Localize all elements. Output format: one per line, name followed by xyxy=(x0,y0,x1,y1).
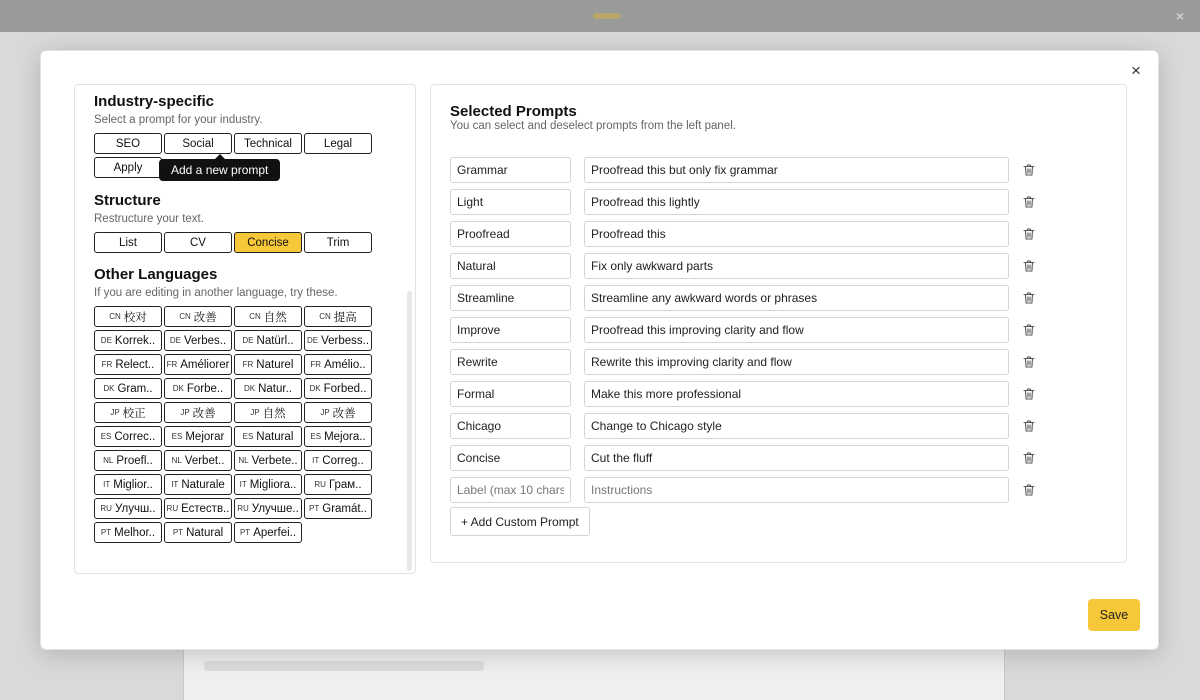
prompt-chip[interactable] xyxy=(94,426,162,447)
language-code: NL xyxy=(171,456,182,465)
prompt-chip-label: Correg.. xyxy=(322,454,364,467)
language-buttons xyxy=(94,306,394,543)
prompt-row xyxy=(450,445,1036,471)
prompt-chip-label: Aperfei.. xyxy=(253,526,297,539)
language-code: ES xyxy=(100,432,112,441)
prompt-chip-label: Mejorar xyxy=(185,430,225,443)
language-code: NL xyxy=(238,456,249,465)
language-code: DK xyxy=(103,384,115,393)
prompt-chip[interactable] xyxy=(164,474,232,495)
trash-icon[interactable] xyxy=(1022,227,1036,241)
trash-icon[interactable] xyxy=(1022,387,1036,401)
prompt-chip-label: Legal xyxy=(323,137,353,150)
language-code: FR xyxy=(310,360,322,369)
language-code: ES xyxy=(171,432,183,441)
language-code: IT xyxy=(103,480,111,489)
languages-title: Other Languages xyxy=(94,266,218,283)
prompt-chip[interactable] xyxy=(304,232,372,253)
language-code: RU xyxy=(237,504,249,513)
prompt-chip[interactable] xyxy=(304,133,372,154)
prompt-chip-label: Technical xyxy=(244,137,292,150)
add-prompt-tooltip: Add a new prompt xyxy=(159,159,280,181)
prompt-chip-label: Améliorer xyxy=(180,358,230,371)
prompt-instruction-input[interactable] xyxy=(584,445,1009,471)
prompt-label-input[interactable] xyxy=(450,253,571,279)
language-code: PT xyxy=(239,528,251,537)
prompt-rows xyxy=(450,157,1036,536)
language-code: DE xyxy=(169,336,181,345)
language-code: RU xyxy=(314,480,326,489)
prompt-chip[interactable] xyxy=(234,450,302,471)
prompt-chip-label: Forbe.. xyxy=(186,382,224,395)
prompt-chip-label: 校对 xyxy=(123,311,147,324)
prompt-chip-label: Улучш.. xyxy=(114,502,156,515)
trash-icon[interactable] xyxy=(1022,355,1036,369)
language-code: ES xyxy=(242,432,254,441)
banner-close-icon: × xyxy=(1175,8,1184,24)
trash-icon[interactable] xyxy=(1022,451,1036,465)
prompt-chip-label: Migliora.. xyxy=(249,478,297,491)
prompt-chip[interactable] xyxy=(94,474,162,495)
prompt-row xyxy=(450,189,1036,215)
prompt-chip[interactable] xyxy=(304,474,372,495)
structure-buttons xyxy=(94,232,394,253)
prompt-chip[interactable] xyxy=(94,522,162,543)
prompt-label-input[interactable] xyxy=(450,285,571,311)
prompt-chip-label: 提高 xyxy=(333,311,357,324)
trash-icon[interactable] xyxy=(1022,483,1036,497)
language-code: PT xyxy=(309,504,320,513)
selected-prompts-panel xyxy=(430,84,1127,563)
language-code: FR xyxy=(242,360,254,369)
prompt-chip-label: Forbed.. xyxy=(323,382,367,395)
prompt-instruction-input[interactable] xyxy=(584,221,1009,247)
prompt-chip[interactable] xyxy=(164,498,232,519)
prompt-chip[interactable] xyxy=(164,402,232,423)
prompts-modal xyxy=(40,50,1159,650)
prompt-chip[interactable] xyxy=(164,306,232,327)
prompt-chip[interactable] xyxy=(94,133,162,154)
prompt-chip-label: Verbess.. xyxy=(321,334,370,347)
prompt-chip[interactable] xyxy=(164,426,232,447)
save-button[interactable]: Save xyxy=(1088,599,1140,631)
prompt-chip-label: Relect.. xyxy=(115,358,155,371)
prompt-chip-label: Natural xyxy=(256,430,294,443)
prompt-chip[interactable] xyxy=(234,402,302,423)
language-code: RU xyxy=(100,504,112,513)
prompt-chip-label: 自然 xyxy=(263,311,287,324)
background-text-line xyxy=(204,661,484,671)
prompt-chip-label: Mejora.. xyxy=(324,430,366,443)
language-code: ES xyxy=(310,432,322,441)
prompt-label-input[interactable] xyxy=(450,317,571,343)
prompt-instruction-input[interactable] xyxy=(584,157,1009,183)
prompt-chip-label: 改善 xyxy=(332,407,356,420)
prompt-chip[interactable] xyxy=(304,306,372,327)
prompt-chip[interactable] xyxy=(234,306,302,327)
prompt-chip-label: Naturale xyxy=(181,478,225,491)
language-code: CN xyxy=(179,312,191,321)
prompt-chip-label: 校正 xyxy=(122,407,146,420)
language-code: CN xyxy=(249,312,261,321)
prompt-chip-label: List xyxy=(119,236,137,249)
prompt-instruction-input[interactable] xyxy=(584,317,1009,343)
promo-banner xyxy=(0,0,1200,32)
prompt-chip-label: 自然 xyxy=(262,407,286,420)
prompt-chip[interactable] xyxy=(304,498,372,519)
add-custom-prompt-button[interactable]: + Add Custom Prompt xyxy=(450,507,590,536)
language-code: FR xyxy=(101,360,113,369)
language-code: JP xyxy=(250,408,260,417)
prompt-chip-label: Correc.. xyxy=(114,430,156,443)
prompt-row xyxy=(450,157,1036,183)
prompt-chip[interactable] xyxy=(234,426,302,447)
language-code: DK xyxy=(172,384,184,393)
prompt-instruction-input[interactable] xyxy=(584,285,1009,311)
prompt-chip[interactable] xyxy=(304,330,372,351)
selected-prompts-title: Selected Prompts xyxy=(450,103,577,120)
prompt-instruction-input[interactable] xyxy=(584,413,1009,439)
industry-subtitle: Select a prompt for your industry. xyxy=(94,114,263,126)
selected-prompts-subtitle: You can select and deselect prompts from the left panel. xyxy=(450,120,736,132)
prompt-chip[interactable] xyxy=(304,426,372,447)
language-code: IT xyxy=(312,456,320,465)
prompt-chip[interactable] xyxy=(164,378,232,399)
prompt-label-input[interactable] xyxy=(450,445,571,471)
prompt-chip-label: Proefl.. xyxy=(116,454,153,467)
language-code: DE xyxy=(306,336,319,345)
prompt-chip-label: Verbete.. xyxy=(251,454,298,467)
prompt-chip[interactable] xyxy=(164,330,232,351)
language-code: PT xyxy=(172,528,184,537)
prompt-chip-label: Естеств.. xyxy=(181,502,230,515)
language-code: IT xyxy=(171,480,179,489)
prompt-row xyxy=(450,413,1036,439)
prompt-chip-label: Melhor.. xyxy=(114,526,156,539)
prompt-chip[interactable] xyxy=(234,522,302,543)
prompt-chip[interactable] xyxy=(234,474,302,495)
prompt-row xyxy=(450,285,1036,311)
prompt-label-input[interactable] xyxy=(450,413,571,439)
promo-pill xyxy=(593,13,621,19)
prompt-row xyxy=(450,317,1036,343)
language-code: JP xyxy=(180,408,190,417)
language-code: DE xyxy=(100,336,112,345)
language-code: RU xyxy=(166,504,179,513)
language-code: JP xyxy=(110,408,120,417)
prompt-row xyxy=(450,221,1036,247)
language-code: DK xyxy=(243,384,256,393)
prompt-chip-label: 改善 xyxy=(193,311,217,324)
prompt-instruction-input[interactable] xyxy=(584,381,1009,407)
language-code: IT xyxy=(239,480,247,489)
prompt-chip[interactable] xyxy=(94,498,162,519)
prompt-chip[interactable] xyxy=(304,402,372,423)
trash-icon[interactable] xyxy=(1022,195,1036,209)
prompt-chip-label: Verbet.. xyxy=(184,454,225,467)
prompt-row xyxy=(450,381,1036,407)
prompt-chip[interactable] xyxy=(234,498,302,519)
language-code: CN xyxy=(109,312,121,321)
prompt-instruction-input[interactable] xyxy=(584,349,1009,375)
prompt-chip[interactable] xyxy=(164,522,232,543)
close-icon[interactable]: × xyxy=(1131,61,1141,80)
prompt-instruction-input[interactable] xyxy=(584,477,1009,503)
prompt-chip-label: Concise xyxy=(247,236,289,249)
prompt-chip[interactable] xyxy=(94,232,162,253)
trash-icon[interactable] xyxy=(1022,163,1036,177)
structure-title: Structure xyxy=(94,192,161,209)
prompt-chip-label: Trim xyxy=(326,236,350,249)
language-code: DE xyxy=(242,336,254,345)
prompt-chip[interactable] xyxy=(304,450,372,471)
prompt-chip-label: Natural xyxy=(186,526,224,539)
prompt-chip[interactable] xyxy=(164,354,232,375)
languages-subtitle: If you are editing in another language, try these. xyxy=(94,287,338,299)
prompt-chip[interactable] xyxy=(94,157,162,178)
prompt-chip[interactable] xyxy=(164,133,232,154)
prompt-label-input[interactable] xyxy=(450,189,571,215)
prompt-chip-label: Грам.. xyxy=(328,478,362,491)
prompt-chip-label: Natürl.. xyxy=(256,334,294,347)
prompt-chip-label: Улучше.. xyxy=(251,502,299,515)
prompt-chip-label: 改善 xyxy=(192,407,216,420)
language-code: DK xyxy=(309,384,321,393)
prompt-chip[interactable] xyxy=(234,133,302,154)
prompt-instruction-input[interactable] xyxy=(584,253,1009,279)
prompt-label-input[interactable] xyxy=(450,477,571,503)
prompt-chip-label: Naturel xyxy=(256,358,294,371)
trash-icon[interactable] xyxy=(1022,323,1036,337)
structure-subtitle: Restructure your text. xyxy=(94,213,204,225)
prompt-chip-label: Amélio.. xyxy=(324,358,366,371)
prompt-chip[interactable] xyxy=(234,378,302,399)
prompt-chip[interactable] xyxy=(164,232,232,253)
prompt-chip-label: SEO xyxy=(115,137,141,150)
prompt-library-panel xyxy=(74,84,416,574)
prompt-chip[interactable] xyxy=(304,378,372,399)
prompt-chip-label: Natur.. xyxy=(258,382,292,395)
prompt-label-input[interactable] xyxy=(450,349,571,375)
language-code: NL xyxy=(103,456,114,465)
prompt-chip-label: Social xyxy=(182,137,214,150)
prompt-chip-label: Verbes.. xyxy=(183,334,227,347)
prompt-chip[interactable] xyxy=(94,306,162,327)
industry-title: Industry-specific xyxy=(94,93,215,110)
prompt-chip-label: Korrek.. xyxy=(114,334,156,347)
prompt-label-input[interactable] xyxy=(450,157,571,183)
trash-icon[interactable] xyxy=(1022,419,1036,433)
prompt-chip-label: Gram.. xyxy=(117,382,153,395)
prompt-chip-label: Gramát.. xyxy=(322,502,367,515)
prompt-chip[interactable] xyxy=(234,354,302,375)
prompt-label-input[interactable] xyxy=(450,381,571,407)
prompt-chip[interactable] xyxy=(94,402,162,423)
prompt-chip[interactable] xyxy=(234,232,302,253)
trash-icon[interactable] xyxy=(1022,259,1036,273)
language-code: JP xyxy=(320,408,330,417)
prompt-instruction-input[interactable] xyxy=(584,189,1009,215)
prompt-chip[interactable] xyxy=(94,330,162,351)
prompt-chip[interactable] xyxy=(94,354,162,375)
prompt-row xyxy=(450,253,1036,279)
language-code: CN xyxy=(319,312,331,321)
prompt-chip-label: CV xyxy=(190,236,206,249)
prompt-chip[interactable] xyxy=(234,330,302,351)
prompt-chip[interactable] xyxy=(94,450,162,471)
language-code: FR xyxy=(166,360,178,369)
prompt-chip[interactable] xyxy=(164,450,232,471)
prompt-row xyxy=(450,477,1036,503)
language-code: PT xyxy=(100,528,112,537)
trash-icon[interactable] xyxy=(1022,291,1036,305)
prompt-row xyxy=(450,349,1036,375)
prompt-chip-label: Miglior.. xyxy=(113,478,153,491)
prompt-chip[interactable] xyxy=(304,354,372,375)
scrollbar[interactable] xyxy=(407,291,412,571)
prompt-label-input[interactable] xyxy=(450,221,571,247)
prompt-chip[interactable] xyxy=(94,378,162,399)
prompt-chip-label: Apply xyxy=(113,161,143,174)
